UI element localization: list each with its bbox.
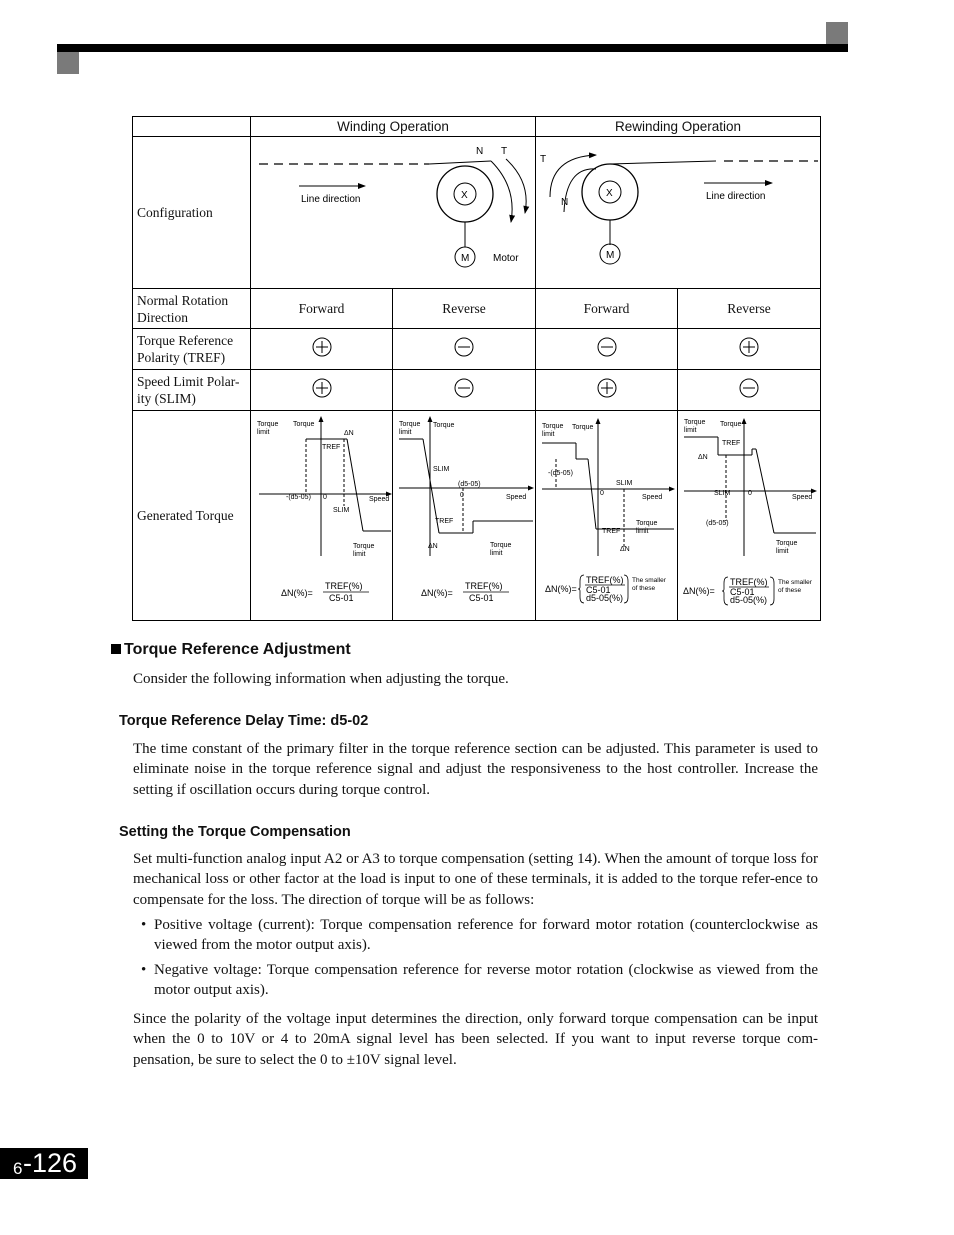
minus-circle-icon (739, 378, 759, 398)
winding-configuration-diagram (251, 137, 536, 289)
svg-text:Speed: Speed (792, 494, 813, 501)
svg-text:ΔN: ΔN (428, 543, 438, 550)
rotation-winding-forward: Forward (251, 289, 393, 329)
svg-text:X: X (606, 188, 613, 199)
svg-text:C5-01: C5-01 (469, 593, 494, 603)
svg-text:The smaller: The smaller (632, 577, 666, 584)
svg-text:ΔN(%)=: ΔN(%)= (683, 586, 715, 596)
svg-text:SLIM: SLIM (433, 466, 450, 473)
svg-text:limit: limit (399, 429, 412, 436)
svg-text:M: M (461, 253, 470, 264)
header-rewinding: Rewinding Operation (536, 117, 821, 137)
compensation-paragraph: Set multi-function analog input A2 or A3 to torque compensation (setting 14). When the amount of torque loss for mechanical loss or other factor at the load is input to one of these terminals, it is added to the torque refer-ence to compensate for the loss. The direction of torque will be as follows: (133, 851, 818, 908)
svg-text:Torque: Torque (433, 422, 455, 429)
svg-text:T: T (501, 146, 508, 157)
plus-circle-icon (597, 378, 617, 398)
svg-text:0: 0 (460, 492, 464, 499)
svg-text:limit: limit (490, 550, 503, 557)
slim-minus-cell (393, 370, 536, 411)
tref-plus-cell (678, 329, 821, 370)
torque-graph-3 (536, 411, 678, 621)
svg-text:Torque: Torque (720, 421, 742, 428)
svg-text:TREF: TREF (322, 444, 341, 451)
minus-circle-icon (454, 337, 474, 357)
rotation-row (133, 289, 821, 329)
plus-circle-icon (312, 337, 332, 357)
svg-text:Line direction: Line direction (706, 191, 766, 202)
rotation-label: Normal Rotation Direction (133, 289, 251, 329)
svg-text:SLIM: SLIM (616, 480, 633, 487)
svg-text:limit: limit (684, 427, 697, 434)
svg-text:ΔN: ΔN (620, 546, 630, 553)
tref-row (133, 329, 821, 370)
rewinding-configuration-diagram (536, 137, 821, 289)
delay-heading: Torque Reference Delay Time: d5-02 (119, 713, 369, 729)
svg-text:Motor: Motor (493, 253, 519, 264)
svg-text:C5-01: C5-01 (730, 587, 755, 597)
torque-graph-1 (251, 411, 393, 621)
svg-text:TREF: TREF (602, 528, 621, 535)
svg-text:limit: limit (542, 431, 555, 438)
svg-text:M: M (606, 250, 615, 261)
svg-text:Speed: Speed (506, 494, 527, 501)
minus-circle-icon (597, 337, 617, 357)
tref-label: Torque Reference Polarity (TREF) (133, 329, 251, 370)
bullet-dot: • (141, 917, 147, 933)
svg-text:0: 0 (600, 490, 604, 497)
svg-text:Torque: Torque (572, 424, 594, 431)
svg-text:The smaller: The smaller (778, 579, 812, 586)
plus-circle-icon (739, 337, 759, 357)
tref-minus-cell (393, 329, 536, 370)
bullet-positive (141, 915, 818, 956)
chapter-number: 6 (13, 1159, 23, 1178)
svg-text:ΔN(%)=: ΔN(%)= (545, 584, 577, 594)
svg-text:SLIM: SLIM (333, 507, 350, 514)
svg-text:Line direction: Line direction (301, 194, 361, 205)
svg-text:TREF: TREF (722, 440, 741, 447)
svg-text:X: X (461, 190, 468, 201)
svg-text:Speed: Speed (642, 494, 663, 501)
svg-text:d5-05(%): d5-05(%) (586, 593, 624, 603)
slim-label: Speed Limit Polar- ity (SLIM) (133, 370, 251, 411)
svg-text:C5-01: C5-01 (586, 585, 611, 595)
page-index: -126 (23, 1148, 78, 1178)
generated-torque-row (133, 411, 821, 621)
slim-plus-cell (536, 370, 678, 411)
header-winding: Winding Operation (251, 117, 536, 137)
closing-paragraph: Since the polarity of the voltage input determines the direction, only forward torque compensation can be input when the 0 to 10V or 4 to 20mA signal level has been selected. If you want to input reverse torque com-pensation, be sure to select the 0 to ±10V signal level. (133, 1011, 818, 1068)
slim-row (133, 370, 821, 411)
svg-text:T: T (540, 154, 547, 165)
svg-text:limit: limit (353, 551, 366, 558)
compensation-heading: Setting the Torque Compensation (119, 824, 351, 840)
configuration-label: Configuration (133, 137, 251, 289)
svg-text:of these: of these (632, 585, 656, 592)
page-number (0, 1148, 88, 1179)
svg-text:d5-05(%): d5-05(%) (730, 595, 768, 605)
svg-text:-(d5-05): -(d5-05) (286, 494, 311, 501)
delay-paragraph: The time constant of the primary filter in the torque reference section can be adjusted. This parameter is used to eliminate noise in the torque reference signal and adjust the responsiveness to the host controller. Increase the setting if oscillation occurs during torque control. (133, 741, 818, 798)
table-header-row (133, 117, 821, 137)
svg-text:Torque: Torque (257, 421, 279, 428)
header-rule (57, 44, 848, 52)
generated-torque-label: Generated Torque (133, 411, 251, 621)
svg-text:limit: limit (636, 528, 649, 535)
section-heading: Torque Reference Adjustment (111, 641, 351, 659)
svg-text:SLIM: SLIM (714, 490, 731, 497)
svg-text:C5-01: C5-01 (329, 593, 354, 603)
svg-text:0: 0 (323, 494, 327, 501)
torque-graph-4 (678, 411, 821, 621)
header-empty-cell (133, 117, 251, 137)
minus-circle-icon (454, 378, 474, 398)
square-bullet-icon (111, 644, 121, 654)
svg-text:(d5-05): (d5-05) (706, 520, 729, 527)
svg-text:Torque: Torque (636, 520, 658, 527)
tref-plus-cell (251, 329, 393, 370)
svg-text:Torque: Torque (776, 540, 798, 547)
svg-text:N: N (561, 197, 569, 208)
section-intro: Consider the following information when adjusting the torque. (133, 671, 509, 687)
rotation-winding-reverse: Reverse (393, 289, 536, 329)
tref-minus-cell (536, 329, 678, 370)
svg-text:of these: of these (778, 587, 802, 594)
svg-text:0: 0 (748, 490, 752, 497)
corner-marker-left (57, 52, 79, 74)
svg-text:limit: limit (257, 429, 270, 436)
corner-marker (826, 22, 848, 44)
slim-minus-cell (678, 370, 821, 411)
svg-text:TREF(%): TREF(%) (465, 581, 503, 591)
svg-text:ΔN: ΔN (698, 454, 708, 461)
svg-text:TREF(%): TREF(%) (325, 581, 363, 591)
svg-text:Torque: Torque (353, 543, 375, 550)
bullet-negative (141, 960, 818, 1001)
bullet-text: Negative voltage: Torque compensation reference for reverse motor rotation (clockwise as viewed from the motor output axis). (154, 962, 818, 999)
svg-text:TREF: TREF (435, 518, 454, 525)
svg-text:Speed: Speed (369, 496, 390, 503)
rotation-rewinding-reverse: Reverse (678, 289, 821, 329)
svg-text:TREF(%): TREF(%) (730, 577, 768, 587)
svg-text:TREF(%): TREF(%) (586, 575, 624, 585)
winding-table (132, 116, 821, 621)
svg-text:(d5-05): (d5-05) (458, 481, 481, 488)
svg-text:Torque: Torque (490, 542, 512, 549)
rotation-rewinding-forward: Forward (536, 289, 678, 329)
svg-text:Torque: Torque (542, 423, 564, 430)
svg-text:ΔN(%)=: ΔN(%)= (421, 588, 453, 598)
bullet-text: Positive voltage (current): Torque compensation reference for forward motor rotation (counterclockwise as viewed from the motor output axis). (154, 917, 818, 954)
torque-graph-2 (393, 411, 536, 621)
svg-text:Torque: Torque (399, 421, 421, 428)
svg-text:Torque: Torque (684, 419, 706, 426)
bullet-dot: • (141, 962, 147, 978)
configuration-row (133, 137, 821, 289)
slim-plus-cell (251, 370, 393, 411)
svg-text:ΔN(%)=: ΔN(%)= (281, 588, 313, 598)
svg-text:Torque: Torque (293, 421, 315, 428)
svg-text:N: N (476, 146, 484, 157)
plus-circle-icon (312, 378, 332, 398)
svg-text:limit: limit (776, 548, 789, 555)
svg-text:ΔN: ΔN (344, 430, 354, 437)
svg-text:-(d5-05): -(d5-05) (548, 470, 573, 477)
